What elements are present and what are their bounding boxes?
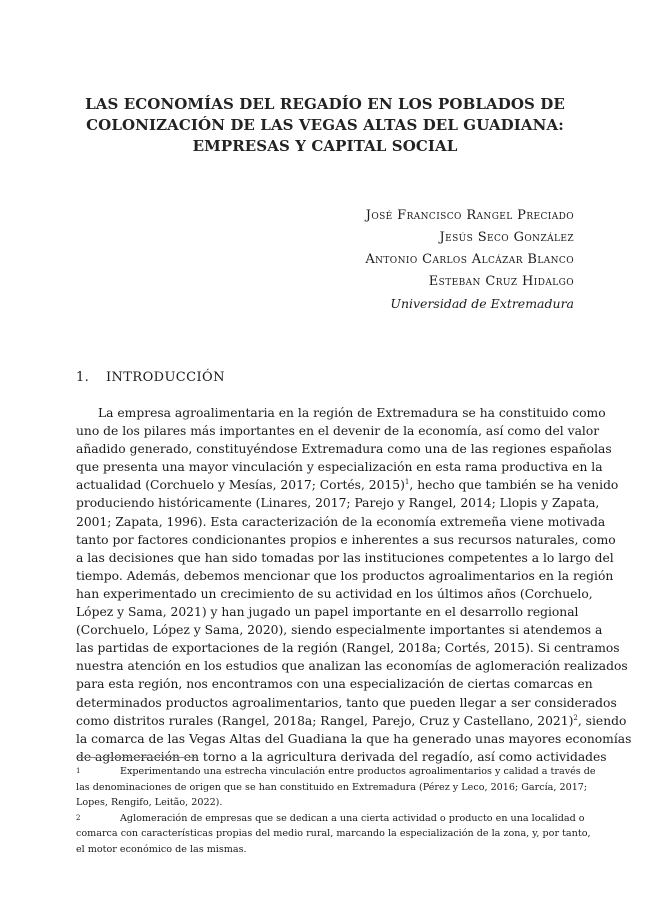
body-line: para esta región, nos encontramos con una especialización de ciertas comarcas en: [76, 677, 593, 692]
body-line: de aglomeración en torno a la agricultura derivada del regadío, así como actividades: [76, 749, 607, 764]
body-line: a las decisiones que han sido tomadas por las instituciones competentes a lo largo del: [76, 550, 614, 565]
body-text-run: actualidad (Corchuelo y Mesías, 2017; Cortés, 2015): [76, 478, 405, 493]
author-block: [365, 205, 574, 315]
body-line: las partidas de exportaciones de la región (Rangel, 2018a; Cortés, 2015). Si centramos: [76, 641, 620, 656]
body-line: la comarca de las Vegas Altas del Guadiana la que ha generado unas mayores economías: [76, 731, 632, 746]
footnote-text: Experimentando una estrecha vinculación entre productos agroalimentarios y calidad a través de: [120, 766, 596, 777]
body-line: determinados productos agroalimentarios, tanto que pueden llegar a ser considerados: [76, 695, 617, 710]
author-name: Antonio Carlos Alcázar Blanco: [365, 252, 574, 267]
paper-title: [70, 94, 580, 157]
author-name: Esteban Cruz Hidalgo: [428, 274, 574, 289]
author-name: José Francisco Rangel Preciado: [365, 208, 574, 223]
footnote-number: 1: [76, 767, 81, 775]
footnotes: [76, 764, 596, 857]
title-line: EMPRESAS Y CAPITAL SOCIAL: [192, 137, 458, 155]
body-line: añadido generado, constituyéndose Extremadura como una de las regiones españolas: [76, 442, 612, 457]
author-name: Jesús Seco González: [439, 230, 574, 245]
body-text-run: , siendo: [577, 713, 627, 728]
body-line: (Corchuelo, López y Sama, 2020), siendo especialmente importantes si atendemos a: [76, 623, 603, 638]
body-line: tanto por factores condicionantes propios e inherentes a sus recursos naturales, como: [76, 532, 616, 547]
footnote-line: las denominaciones de origen que se han constituido en Extremadura (Pérez y Leco, 2016; García, 2017;: [76, 781, 588, 793]
body-line: [76, 712, 627, 730]
section-heading: [76, 370, 225, 385]
section-number: 1.: [76, 370, 90, 385]
body-text-run: , hecho que también se ha venido: [409, 478, 619, 493]
footnote-line: comarca con características propias del medio rural, marcando la especialización de la zona, y, por tanto,: [76, 828, 591, 839]
body-line: 2001; Zapata, 1996). Esta caracterización de la economía extremeña viene motivada: [76, 514, 606, 529]
body-paragraph: [76, 404, 632, 766]
footnote-line: [76, 764, 596, 780]
footnote-line: Lopes, Rengifo, Leitão, 2022).: [76, 797, 223, 808]
body-line: La empresa agroalimentaria en la región de Extremadura se ha constituido como: [98, 406, 606, 420]
footnote-divider: [76, 757, 196, 758]
body-line: uno de los pilares más importantes en el devenir de la economía, así como del valor: [76, 424, 600, 439]
body-line: nuestra atención en los estudios que analizan las economías de aglomeración realizados: [76, 659, 628, 674]
body-line: [76, 476, 619, 494]
footnote-text: Aglomeración de empresas que se dedican a una cierta actividad o producto en una localidad o: [120, 812, 585, 824]
footnote-ref[interactable]: 1: [404, 478, 410, 487]
footnote-ref[interactable]: 2: [573, 713, 578, 722]
footnote-line: [76, 811, 585, 827]
footnote-line: el motor económico de las mismas.: [76, 843, 247, 855]
body-line: produciendo históricamente (Linares, 2017; Parejo y Rangel, 2014; Llopis y Zapata,: [76, 496, 600, 511]
footnote-number: 2: [76, 813, 81, 822]
body-line: que presenta una mayor vinculación y especialización en esta rama productiva en la: [76, 460, 603, 475]
title-line: LAS ECONOMÍAS DEL REGADÍO EN LOS POBLADOS DE: [85, 95, 565, 113]
body-line: López y Sama, 2021) y han jugado un papel importante en el desarrollo regional: [76, 605, 579, 620]
title-line: COLONIZACIÓN DE LAS VEGAS ALTAS DEL GUADIANA:: [86, 116, 564, 134]
body-line: han experimentado un crecimiento de su actividad en los últimos años (Corchuelo,: [76, 586, 593, 601]
affiliation: Universidad de Extremadura: [390, 296, 574, 311]
section-title: INTRODUCCIÓN: [106, 370, 225, 385]
body-text-run: como distritos rurales (Rangel, 2018a; Rangel, Parejo, Cruz y Castellano, 2021): [76, 713, 574, 728]
body-line: tiempo. Además, debemos mencionar que los productos agroalimentarios en la región: [76, 568, 614, 583]
